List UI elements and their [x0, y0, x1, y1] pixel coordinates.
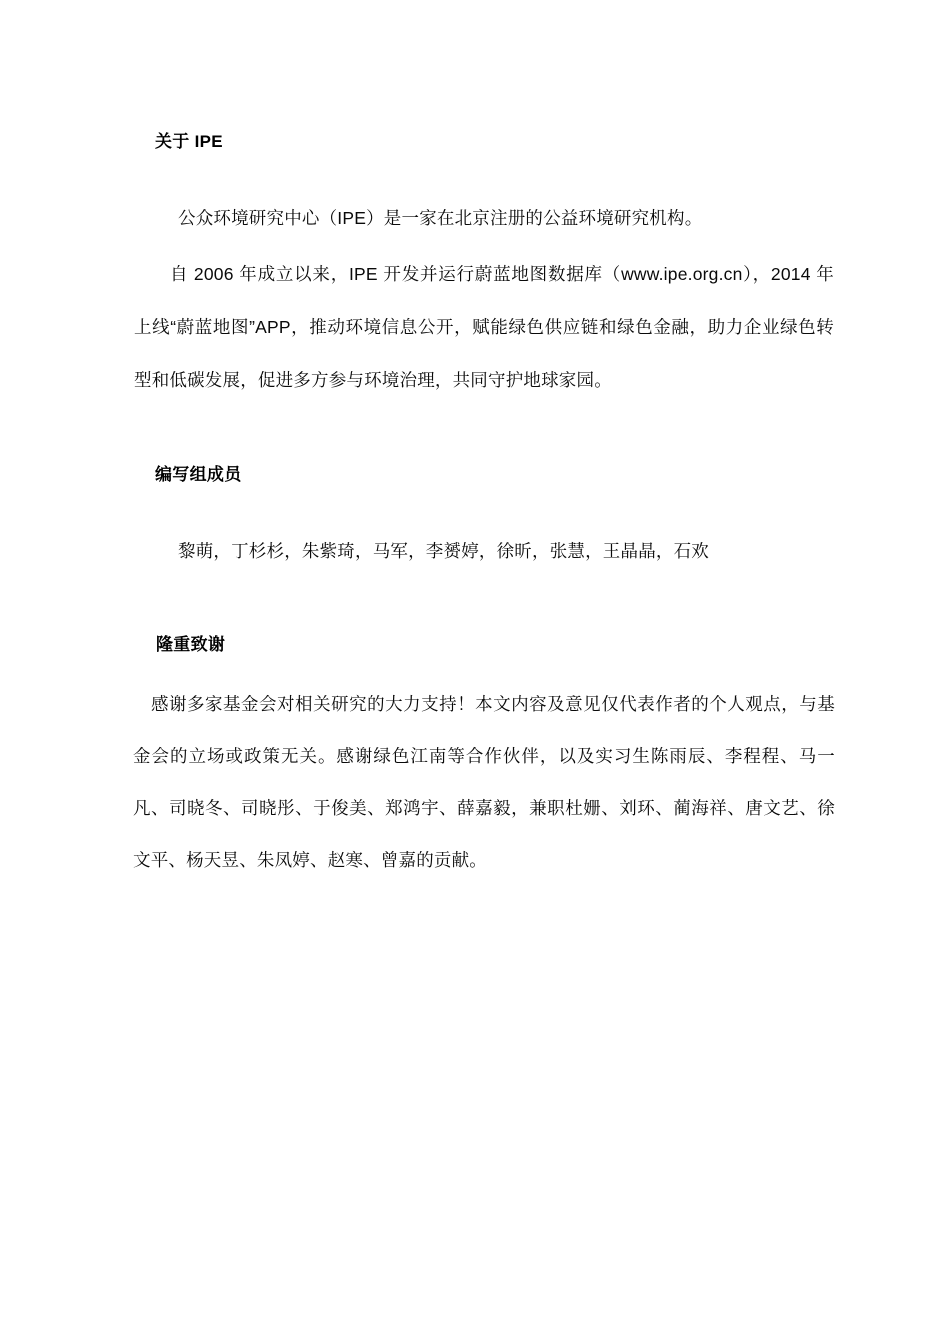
paragraph-about-intro: 公众环境研究中心（IPE）是一家在北京注册的公益环境研究机构。 — [178, 208, 703, 228]
section-heading-acknowledgements: 隆重致谢 — [156, 635, 226, 654]
section-heading-about-ipe: 关于 IPE — [155, 132, 223, 151]
paragraph-acknowledgements: 感谢多家基金会对相关研究的大力支持！本文内容及意见仅代表作者的个人观点，与基金会的立场或政策无关。感谢绿色江南等合作伙伴，以及实习生陈雨辰、李程程、马一凡、司晓冬、司晓彤、于俊美、郑鸿宇、薛嘉毅，兼职杜姗、刘环、蔺海祥、唐文艺、徐文平、杨天昱、朱凤婷、赵寒、曾嘉的贡献。 — [133, 694, 835, 870]
paragraph-about-history: 自 2006 年成立以来，IPE 开发并运行蔚蓝地图数据库（www.ipe.org.cn），2014 年上线“蔚蓝地图”APP，推动环境信息公开，赋能绿色供应链和绿色金融，助力企业绿色转型和低碳发展，促进多方参与环境治理，共同守护地球家园。 — [134, 264, 834, 390]
section-heading-writing-team: 编写组成员 — [155, 465, 242, 484]
writing-team-member-list: 黎萌，丁杉杉，朱紫琦，马军，李赟婷，徐昕，张慧，王晶晶，石欢 — [178, 541, 709, 561]
